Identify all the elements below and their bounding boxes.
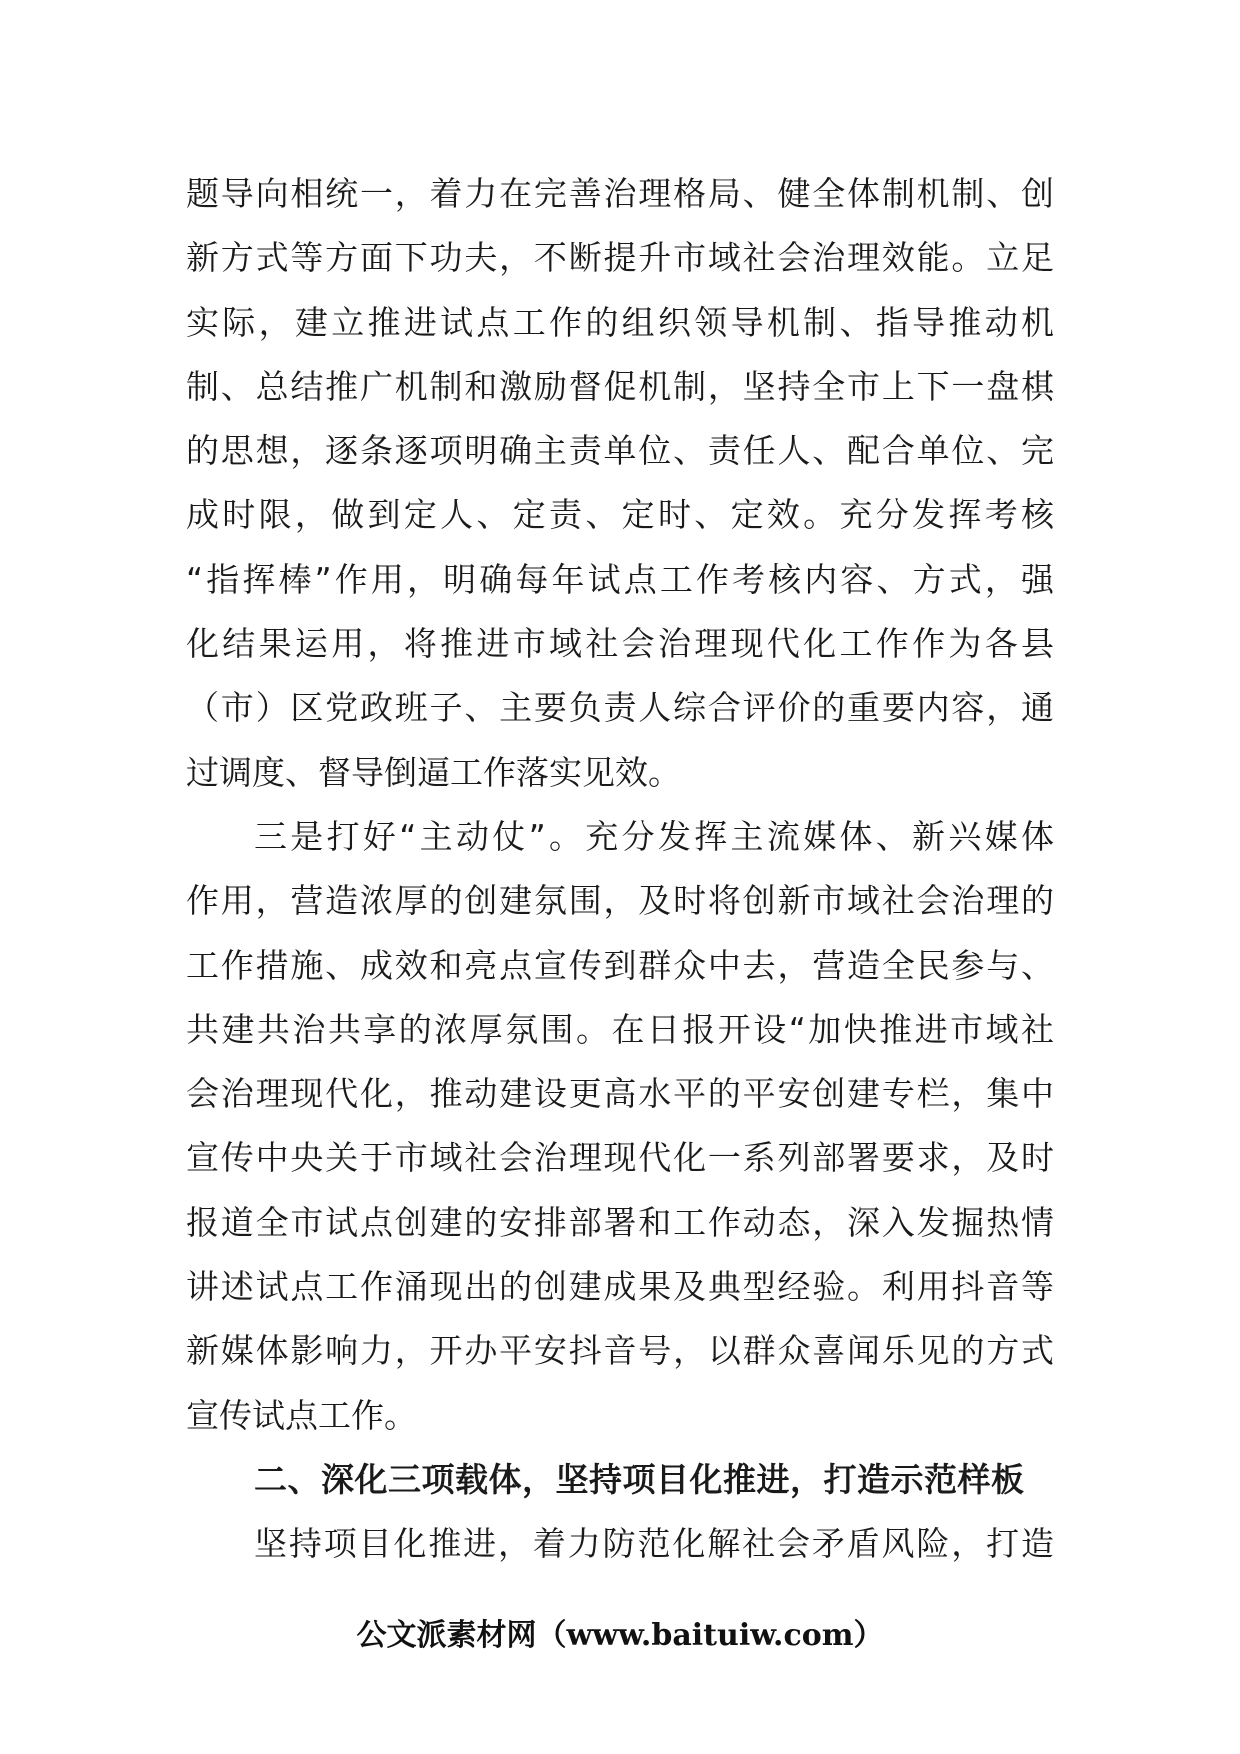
text-line: 会治理现代化，推动建设更高水平的平安创建专栏，集中 xyxy=(186,1074,1054,1114)
text-line: 坚持项目化推进，着力防范化解社会矛盾风险，打造 xyxy=(254,1524,1054,1564)
footer-watermark: 公文派素材网（www.baituiw.com） xyxy=(356,1618,884,1653)
text-line: 报道全市试点创建的安排部署和工作动态，深入发掘热情 xyxy=(186,1202,1054,1242)
body-text xyxy=(186,162,1054,1577)
text-line: 工作措施、成效和亮点宣传到群众中去，营造全民参与、 xyxy=(186,945,1054,985)
text-line: 宣传试点工作。 xyxy=(186,1395,417,1435)
text-line: 题导向相统一，着力在完善治理格局、健全体制机制、创 xyxy=(186,174,1054,213)
text-line: 讲述试点工作涌现出的创建成果及典型经验。利用抖音等 xyxy=(186,1267,1054,1307)
text-line: 新媒体影响力，开办平安抖音号，以群众喜闻乐见的方式 xyxy=(186,1331,1054,1371)
text-line: 三是打好“主动仗”。充分发挥主流媒体、新兴媒体 xyxy=(254,816,1054,856)
text-line: 作用，营造浓厚的创建氛围，及时将创新市域社会治理的 xyxy=(186,881,1054,921)
text-line: “指挥棒”作用，明确每年试点工作考核内容、方式，强 xyxy=(186,559,1054,599)
text-line: 的思想，逐条逐项明确主责单位、责任人、配合单位、完 xyxy=(186,431,1054,471)
text-line: 新方式等方面下功夫，不断提升市域社会治理效能。立足 xyxy=(186,238,1054,278)
text-line: 成时限，做到定人、定责、定时、定效。充分发挥考核 xyxy=(186,495,1054,535)
text-line: 过调度、督导倒逼工作落实见效。 xyxy=(186,752,681,792)
text-line: 宣传中央关于市域社会治理现代化一系列部署要求，及时 xyxy=(186,1138,1054,1178)
text-line: 化结果运用，将推进市域社会治理现代化工作作为各县 xyxy=(186,624,1054,664)
text-line: 实际，建立推进试点工作的组织领导机制、指导推动机 xyxy=(186,302,1054,342)
text-line: （市）区党政班子、主要负责人综合评价的重要内容，通 xyxy=(186,688,1054,728)
text-line: 制、总结推广机制和激励督促机制，坚持全市上下一盘棋 xyxy=(186,366,1054,406)
section-heading: 二、深化三项载体，坚持项目化推进，打造示范样板 xyxy=(254,1459,1025,1499)
text-line: 共建共治共享的浓厚氛围。在日报开设“加快推进市域社 xyxy=(186,1009,1054,1049)
